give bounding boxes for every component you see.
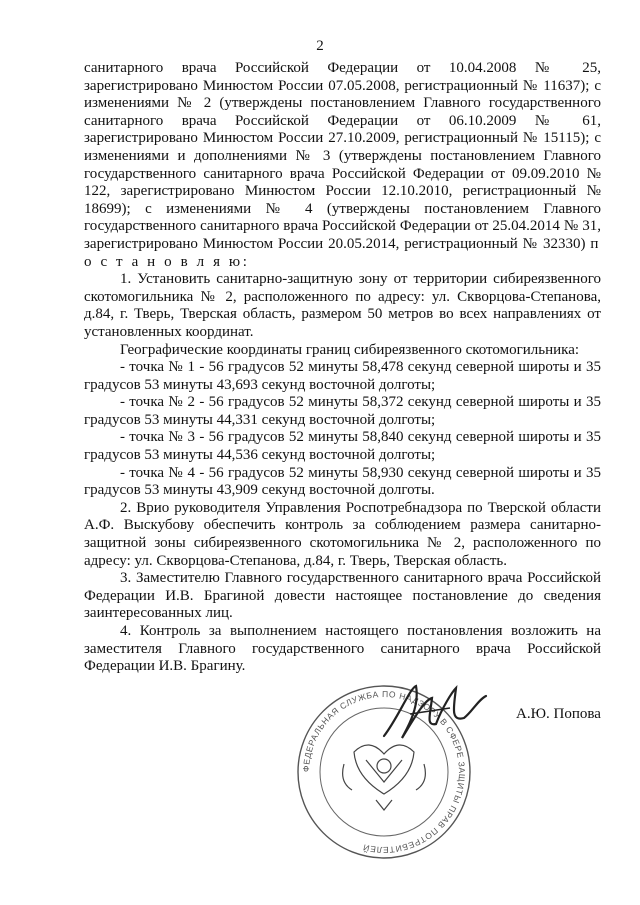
point-1: - точка № 1 - 56 градусов 52 минуты 58,478 секунд северной широты и 35 градусов 53 минуты 43,693 секунд восточной долготы; [84, 359, 601, 393]
item-1: 1. Установить санитарно-защитную зону от территории сибиреязвенного скотомогильника № 2, расположенного по адресу: ул. Скворцова-Степанова, д.84, г. Тверь, Тверская область, размером 50 метров во всех направлениях от установленных координат. [84, 271, 601, 340]
emblem-icon [343, 745, 426, 810]
coords-heading: Географические координаты границ сибиреязвенного скотомогильника: [120, 341, 580, 358]
item-3: 3. Заместителю Главного государственного санитарного врача Российской Федерации И.В. Брагиной довести настоящее постановление до сведения заинтересованных лиц. [84, 570, 601, 622]
item-4: 4. Контроль за выполнением настоящего постановления возложить на заместителя Главного государственного санитарного врача Российской Федерации И.В. Брагину. [84, 623, 601, 675]
postanovlyayu: п о с т а н о в л я ю: [84, 235, 601, 270]
page-number: 2 [316, 38, 324, 54]
svg-text:ФЕДЕРАЛЬНАЯ СЛУЖБА ПО НАДЗОРУ: ФЕДЕРАЛЬНАЯ СЛУЖБА ПО НАДЗОРУ В СФЕРЕ ЗАЩИТЫ ПРАВ ПОТРЕБИТЕЛЕЙ [300, 688, 468, 856]
handwritten-signature [380, 678, 490, 748]
signatory-name: А.Ю. Попова [516, 706, 601, 722]
item-2: 2. Врио руководителя Управления Роспотребнадзора по Тверской области А.Ф. Выскубову обеспечить контроль за соблюдением размера санитарно-защитной зоны сибиреязвенного скотомогильника № 2, расположенного по адресу: ул. Скворцова-Степанова, д.84, г. Тверь, Тверская область. [84, 499, 601, 569]
document-body [84, 60, 601, 676]
intro-paragraph [84, 60, 601, 271]
point-3: - точка № 3 - 56 градусов 52 минуты 58,840 секунд северной широты и 35 градусов 53 минуты 44,536 секунд восточной долготы; [84, 429, 601, 464]
intro-text: санитарного врача Российской Федерации от 10.04.2008 № 25, зарегистрировано Минюстом России 07.05.2008, регистрационный № 11637); с изменениями № 2 (утверждены постановлением Главного государственного санитарного врача Российской Федерации от 06.10.2009 № 61, зарегистрировано Минюстом России 27.10.2009, регистрационный № 15115); с изменениями и дополнениями № 3 (утверждены постановлением Главного государственного санитарного врача Российской Федерации от 09.09.2010 № 122, зарегистрировано Минюстом России 12.10.2010, регистрационный № 18699); с изменениями № 4 (утверждены постановлением Главного государственного санитарного врача Российской Федерации от 25.04.2014 № 31, зарегистрировано Минюстом России 20.05.2014, регистрационный № 32330) [84, 60, 601, 252]
point-4: - точка № 4 - 56 градусов 52 минуты 58,930 секунд северной широты и 35 градусов 53 минуты 43,909 секунд восточной долготы. [84, 464, 601, 499]
point-2: - точка № 2 - 56 градусов 52 минуты 58,372 секунд северной широты и 35 градусов 53 минуты 44,331 секунд восточной долготы; [84, 394, 601, 428]
